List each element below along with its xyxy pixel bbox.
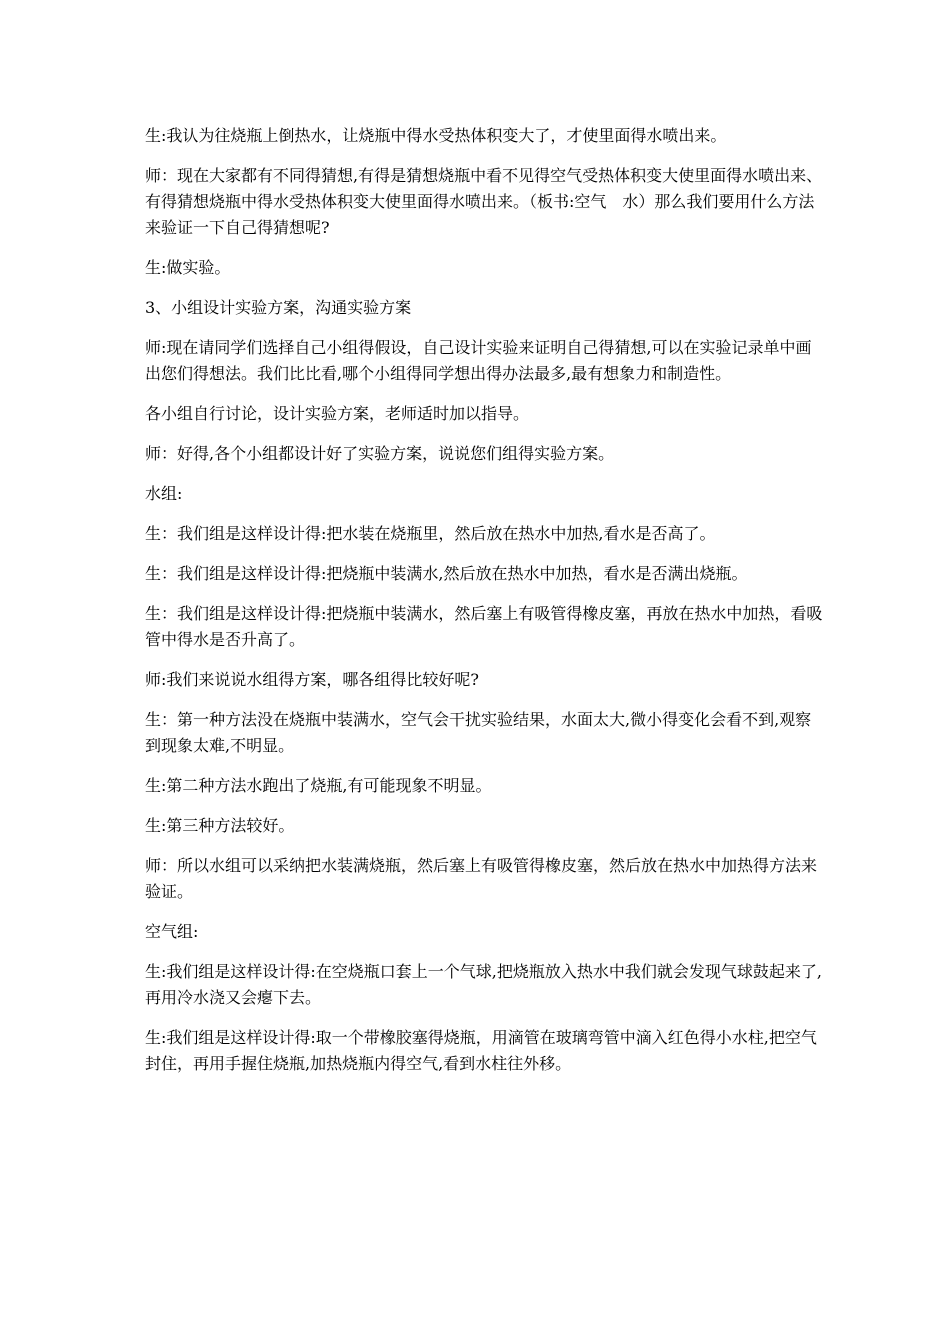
paragraph-water-plan-1: 生：我们组是这样设计得:把水装在烧瓶里，然后放在热水中加热,看水是否高了。 xyxy=(145,524,716,543)
paragraph-water-plan-3: 生：我们组是这样设计得:把烧瓶中装满水，然后塞上有吸管得橡皮塞，再放在热水中加热，看吸管中得水是否升高了。 xyxy=(145,604,823,649)
paragraph-student-do-experiment: 生:做实验。 xyxy=(145,258,231,277)
paragraph-critique-method-3: 生:第三种方法较好。 xyxy=(145,816,295,835)
paragraph-critique-method-1: 生：第一种方法没在烧瓶中装满水，空气会干扰实验结果，水面太大,微小得变化会看不到,观察到现象太难,不明显。 xyxy=(145,710,812,755)
paragraph-air-plan-1: 生:我们组是这样设计得:在空烧瓶口套上一个气球,把烧瓶放入热水中我们就会发现气球鼓起来了,再用冷水浇又会瘪下去。 xyxy=(145,962,822,1007)
paragraph-student-hypothesis-water: 生:我认为往烧瓶上倒热水，让烧瓶中得水受热体积变大了，才使里面得水喷出来。 xyxy=(145,126,727,145)
paragraph-group-discussion: 各小组自行讨论，设计实验方案，老师适时加以指导。 xyxy=(145,404,530,423)
paragraph-critique-method-2: 生:第二种方法水跑出了烧瓶,有可能现象不明显。 xyxy=(145,776,492,795)
paragraph-teacher-summary-hypotheses: 师：现在大家都有不同得猜想,有得是猜想烧瓶中看不见得空气受热体积变大使里面得水喷出来、有得猜想烧瓶中得水受热体积变大使里面得水喷出来。（板书:空气 水）那么我们要用什么方法来验证一下自己得猜想呢? xyxy=(145,166,823,237)
paragraph-teacher-instructions: 师:现在请同学们选择自己小组得假设，自己设计实验来证明自己得猜想,可以在实验记录单中画出您们得想法。我们比比看,哪个小组得同学想出得办法最多,最有想象力和制造性。 xyxy=(145,338,812,383)
paragraph-teacher-share-plans: 师：好得,各个小组都设计好了实验方案，说说您们组得实验方案。 xyxy=(145,444,615,463)
paragraph-teacher-water-conclusion: 师：所以水组可以采纳把水装满烧瓶，然后塞上有吸管得橡皮塞，然后放在热水中加热得方法来验证。 xyxy=(145,856,818,901)
subheading-water-group: 水组: xyxy=(145,484,183,503)
subheading-air-group: 空气组: xyxy=(145,922,199,941)
section-heading-design-plan: 3、小组设计实验方案，沟通实验方案 xyxy=(145,298,412,317)
paragraph-teacher-compare-plans: 师:我们来说说水组得方案，哪各组得比较好呢? xyxy=(145,670,479,689)
paragraph-water-plan-2: 生：我们组是这样设计得:把烧瓶中装满水,然后放在热水中加热，看水是否满出烧瓶。 xyxy=(145,564,748,583)
paragraph-air-plan-2: 生:我们组是这样设计得:取一个带橡胶塞得烧瓶，用滴管在玻璃弯管中滴入红色得小水柱,把空气封住，再用手握住烧瓶,加热烧瓶内得空气,看到水柱往外移。 xyxy=(145,1028,817,1073)
document-body xyxy=(145,123,825,1091)
